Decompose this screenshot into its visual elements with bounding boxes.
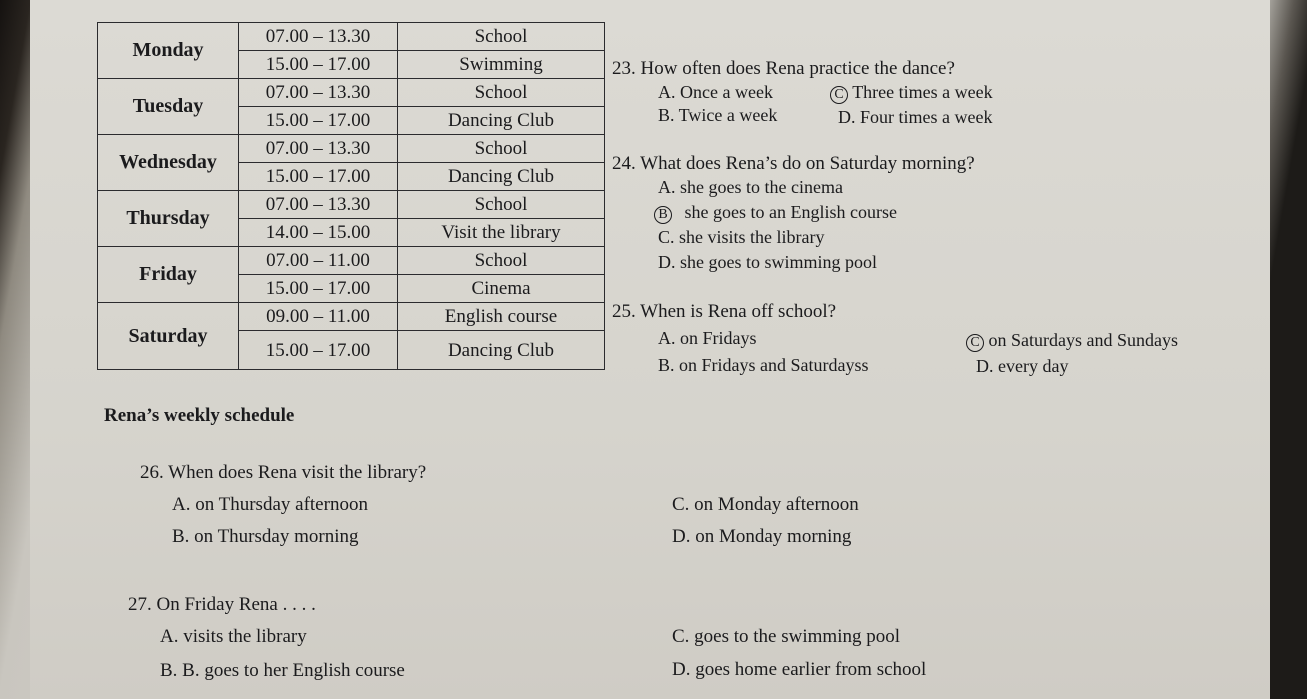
q24-option-a: A. she goes to the cinema	[658, 177, 843, 197]
q26-option-c: C. on Monday afternoon	[672, 494, 859, 515]
q25-option-c	[966, 330, 1178, 352]
q25-option-d: D. every day	[976, 356, 1069, 376]
table-row	[98, 135, 605, 163]
table-row	[98, 303, 605, 331]
q27-option-b: B. B. goes to her English course	[160, 660, 405, 681]
answer-circle-icon: C	[966, 334, 984, 352]
activity-cell: Cinema	[398, 275, 605, 303]
q27-option-a: A. visits the library	[160, 626, 307, 647]
time-cell: 07.00 – 13.30	[239, 135, 398, 163]
day-cell: Thursday	[98, 191, 239, 247]
time-cell: 15.00 – 17.00	[239, 51, 398, 79]
time-cell: 07.00 – 13.30	[239, 79, 398, 107]
activity-cell: School	[398, 23, 605, 51]
question-26-stem: 26. When does Rena visit the library?	[140, 462, 427, 483]
schedule-caption: Rena’s weekly schedule	[104, 405, 295, 426]
table-row	[98, 247, 605, 275]
q26-option-a: A. on Thursday afternoon	[172, 494, 368, 515]
activity-cell: School	[398, 247, 605, 275]
q25-option-a: A. on Fridays	[658, 328, 757, 348]
time-cell: 07.00 – 13.30	[239, 191, 398, 219]
q27-option-c: C. goes to the swimming pool	[672, 626, 900, 647]
activity-cell: School	[398, 79, 605, 107]
activity-cell: Dancing Club	[398, 107, 605, 135]
activity-cell: School	[398, 191, 605, 219]
question-23-stem: 23. How often does Rena practice the dance?	[612, 58, 955, 79]
q24-option-c: C. she visits the library	[658, 227, 825, 247]
q23-option-c	[830, 82, 993, 104]
question-27-stem: 27. On Friday Rena . . . .	[128, 594, 316, 615]
q23-option-d: D. Four times a week	[838, 107, 993, 127]
table-row	[98, 191, 605, 219]
time-cell: 15.00 – 17.00	[239, 275, 398, 303]
time-cell: 07.00 – 13.30	[239, 23, 398, 51]
time-cell: 15.00 – 17.00	[239, 331, 398, 370]
answer-circle-icon: B	[654, 206, 672, 224]
q24-option-b-text: she goes to an English course	[684, 202, 897, 222]
time-cell: 15.00 – 17.00	[239, 163, 398, 191]
q23-option-b: B. Twice a week	[658, 105, 778, 125]
question-24-stem: 24. What does Rena’s do on Saturday morning?	[612, 153, 975, 174]
time-cell: 09.00 – 11.00	[239, 303, 398, 331]
q25-option-b: B. on Fridays and Saturdayss	[658, 355, 869, 375]
day-cell: Tuesday	[98, 79, 239, 135]
activity-cell: Dancing Club	[398, 163, 605, 191]
answer-circle-icon: C	[830, 86, 848, 104]
activity-cell: Dancing Club	[398, 331, 605, 370]
q24-option-d: D. she goes to swimming pool	[658, 252, 877, 272]
activity-cell: English course	[398, 303, 605, 331]
q25-option-c-text: on Saturdays and Sundays	[988, 330, 1178, 350]
activity-cell: Swimming	[398, 51, 605, 79]
q26-option-d: D. on Monday morning	[672, 526, 852, 547]
question-25-stem: 25. When is Rena off school?	[612, 301, 837, 322]
schedule-table	[97, 22, 605, 370]
table-row	[98, 79, 605, 107]
day-cell: Saturday	[98, 303, 239, 370]
q24-option-b	[654, 202, 897, 224]
time-cell: 07.00 – 11.00	[239, 247, 398, 275]
activity-cell: Visit the library	[398, 219, 605, 247]
activity-cell: School	[398, 135, 605, 163]
q23-option-c-text: Three times a week	[852, 82, 993, 102]
time-cell: 15.00 – 17.00	[239, 107, 398, 135]
day-cell: Wednesday	[98, 135, 239, 191]
table-row	[98, 23, 605, 51]
q23-option-a: A. Once a week	[658, 82, 773, 102]
time-cell: 14.00 – 15.00	[239, 219, 398, 247]
q26-option-b: B. on Thursday morning	[172, 526, 359, 547]
day-cell: Friday	[98, 247, 239, 303]
day-cell: Monday	[98, 23, 239, 79]
q27-option-d: D. goes home earlier from school	[672, 659, 927, 680]
